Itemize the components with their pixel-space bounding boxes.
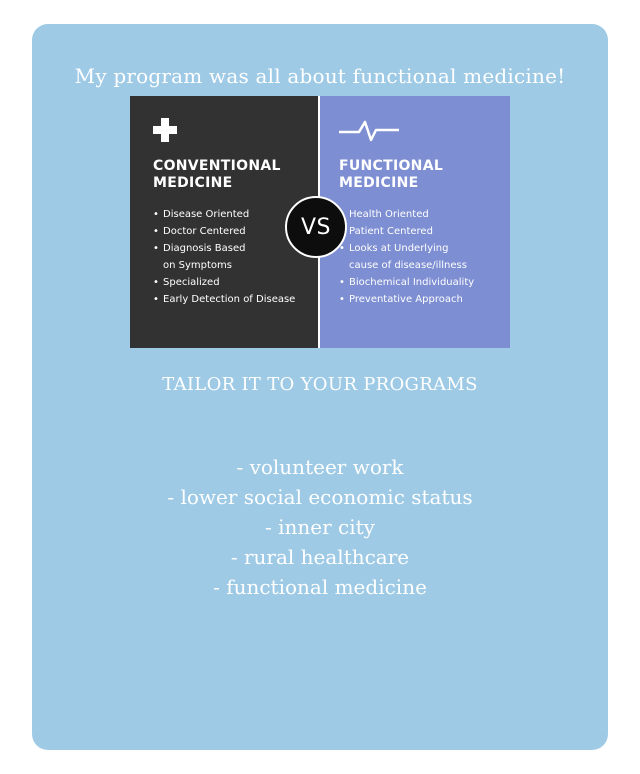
list-item: • Disease Oriented bbox=[153, 206, 318, 223]
list-item: - lower social economic status bbox=[167, 485, 473, 509]
list-item: • Early Detection of Disease bbox=[153, 291, 318, 308]
list-item: - inner city bbox=[265, 515, 375, 539]
comparison-graphic bbox=[130, 96, 510, 348]
list-item: • Preventative Approach bbox=[339, 291, 510, 308]
list-item: • Specialized bbox=[153, 274, 318, 291]
plus-icon bbox=[153, 118, 177, 142]
vs-badge: VS bbox=[285, 196, 347, 258]
list-item: • Patient Centered bbox=[339, 223, 510, 240]
list-item: - functional medicine bbox=[213, 575, 427, 599]
list-item: • Diagnosis Based on Symptoms bbox=[153, 240, 318, 274]
list-item: • Looks at Underlying cause of disease/illness bbox=[339, 240, 510, 274]
program-list bbox=[32, 452, 608, 602]
list-item: - volunteer work bbox=[236, 455, 404, 479]
list-item: • Biochemical Individuality bbox=[339, 274, 510, 291]
content-card bbox=[32, 24, 608, 750]
functional-medicine-panel bbox=[320, 96, 510, 348]
headline: My program was all about functional medicine! bbox=[74, 64, 566, 88]
list-item: - rural healthcare bbox=[230, 545, 410, 569]
conventional-medicine-title: CONVENTIONAL MEDICINE bbox=[153, 158, 281, 191]
list-item: • Health Oriented bbox=[339, 206, 510, 223]
section-title: TAILOR IT TO YOUR PROGRAMS bbox=[162, 374, 478, 395]
heartbeat-pulse-icon bbox=[339, 118, 399, 142]
list-item: • Doctor Centered bbox=[153, 223, 318, 240]
functional-medicine-title: FUNCTIONAL MEDICINE bbox=[339, 158, 444, 191]
functional-medicine-list bbox=[339, 206, 510, 308]
